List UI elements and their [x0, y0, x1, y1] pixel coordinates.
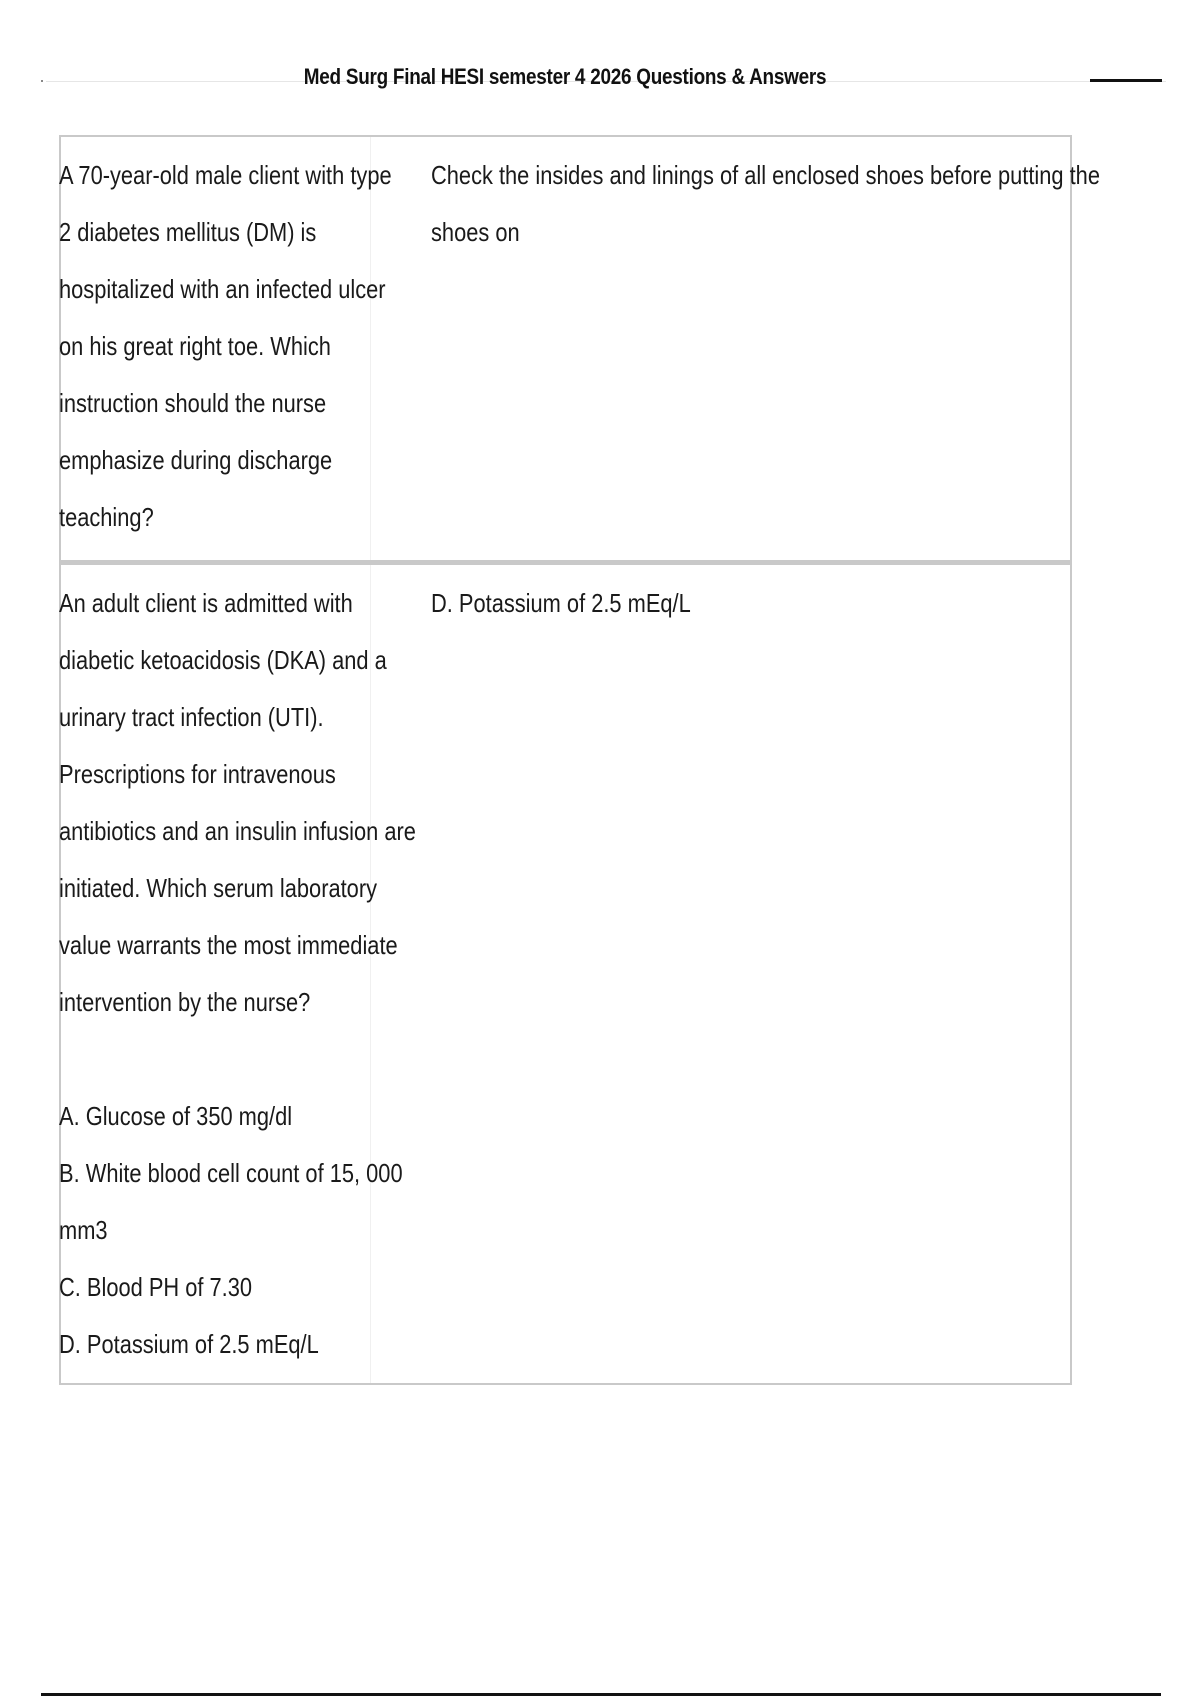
question-line: 2 diabetes mellitus (DM) is: [59, 217, 317, 247]
question-line: intervention by the nurse?: [59, 987, 311, 1017]
question-line: initiated. Which serum laboratory: [59, 873, 378, 903]
spacer: [61, 1031, 370, 1088]
question-line: urinary tract infection (UTI).: [59, 702, 324, 732]
header-accent-line: [1090, 79, 1162, 82]
answer-line: D. Potassium of 2.5 mEq/L: [431, 588, 691, 618]
question-line: A 70-year-old male client with type: [59, 160, 392, 190]
question-cell: [59, 565, 416, 1383]
question-line: diabetic ketoacidosis (DKA) and a: [59, 645, 387, 675]
page-title: Med Surg Final HESI semester 4 2026 Questions & Answers: [303, 64, 827, 89]
footer-rule: [41, 1693, 1161, 1696]
question-cell: [59, 137, 392, 560]
question-line: An adult client is admitted with: [59, 588, 353, 618]
answer-option: mm3: [59, 1215, 108, 1245]
answer-cell: [401, 565, 1070, 1383]
question-line: instruction should the nurse: [59, 388, 327, 418]
answer-cell: [401, 137, 1200, 560]
qa-row-2: [59, 562, 1072, 1385]
question-line: antibiotics and an insulin infusion are: [59, 816, 416, 846]
answer-line: Check the insides and linings of all enclosed shoes before putting the: [431, 160, 1100, 190]
answer-option: A. Glucose of 350 mg/dl: [59, 1101, 293, 1131]
question-line: hospitalized with an infected ulcer: [59, 274, 386, 304]
question-line: on his great right toe. Which: [59, 331, 331, 361]
question-line: Prescriptions for intravenous: [59, 759, 336, 789]
answer-option: C. Blood PH of 7.30: [59, 1272, 253, 1302]
question-line: emphasize during discharge: [59, 445, 333, 475]
answer-option: D. Potassium of 2.5 mEq/L: [59, 1329, 319, 1359]
question-line: value warrants the most immediate: [59, 930, 398, 960]
answer-option: B. White blood cell count of 15, 000: [59, 1158, 403, 1188]
qa-row-1: [59, 135, 1100, 562]
answer-line: shoes on: [431, 217, 520, 247]
question-line: teaching?: [59, 502, 154, 532]
header-dot: [41, 80, 43, 82]
qa-table: [59, 135, 1100, 1385]
